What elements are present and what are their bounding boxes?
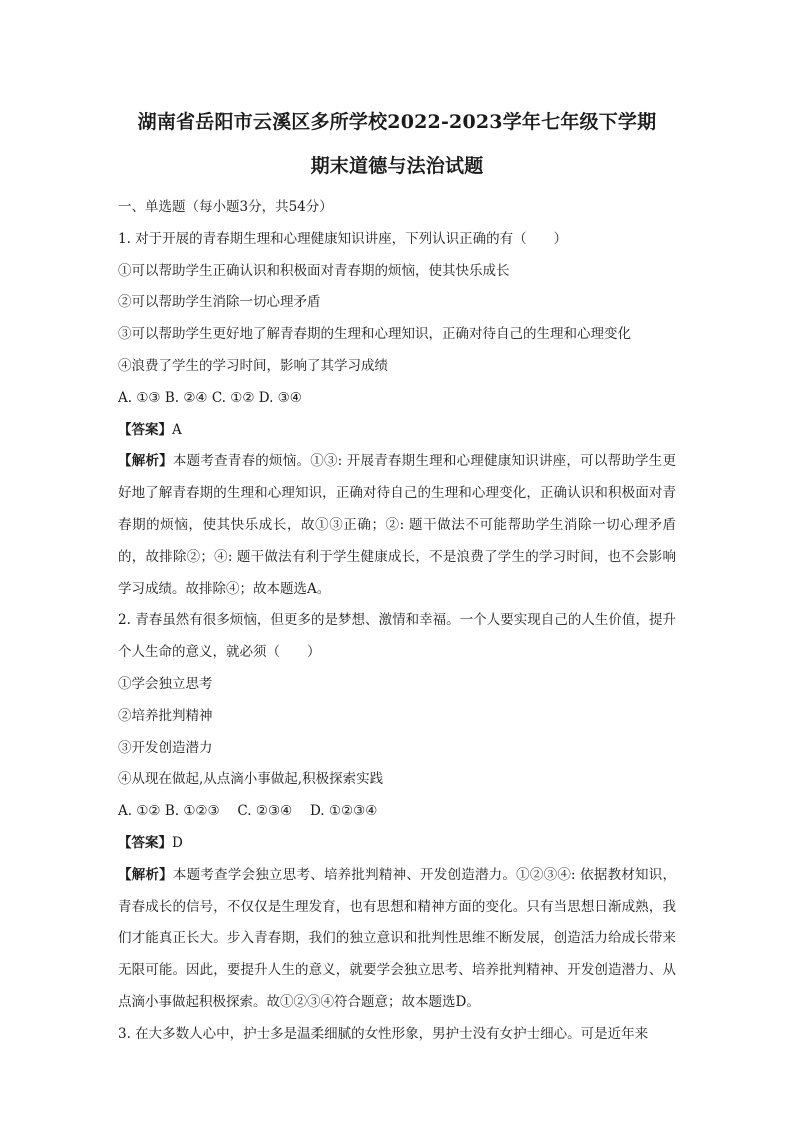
analysis-label: 【解析】 [118, 866, 173, 883]
analysis-text: 本题考查学会独立思考、培养批判精神、开发创造潜力。①②③④: 依据教材知识，青春成长的信号，不仅仅是生理发育，也有思想和精神方面的变化。只有当思想日渐成熟，我们才能真正长大。步入青春期，我们的独立意识和批判性思维不断发展，创造活力给成长带来无限可能。因此，要提升人生的意义，就要学会独立思考、培养批判精神、开发创造潜力、从点滴小事做起积极探索。故①②③④符合题意；故本题选D。 [118, 866, 677, 1010]
analysis-paragraph [118, 860, 676, 1019]
question-option: ①学会独立思考 [118, 675, 213, 692]
question-option: ③开发创造潜力 [118, 739, 213, 756]
question-2 [118, 605, 676, 1018]
answer-value: A [172, 421, 182, 438]
answer-line [118, 828, 676, 860]
question-option: ①可以帮助学生正确认识和积极面对青春期的烦恼，使其快乐成长 [118, 262, 510, 279]
analysis-text: 本题考查青春的烦恼。①③: 开展青春期生理和心理健康知识讲座，可以帮助学生更好地了解青春期的生理和心理知识，正确对待自己的生理和心理变化，正确认识和积极面对青春期的烦恼，使其快乐成长，故①③正确；②: 题干做法不可能帮助学生消除一切心理矛盾的，故排除②；④: 题干做法有利于学生健康成长，不是浪费了学生的学习时间，也不会影响学习成绩。故排除④；故本题选A。 [118, 453, 677, 597]
analysis-paragraph [118, 446, 676, 605]
answer-label: 【答案】 [118, 421, 172, 438]
section-heading: 一、单选题（每小题3分，共54分） [118, 199, 333, 215]
analysis-label: 【解析】 [118, 453, 173, 470]
question-stem: 2. 青春虽然有很多烦恼，但更多的是梦想、激情和幸福。一个人要实现自己的人生价值，提升个人生命的意义，就必须（ ） [118, 612, 676, 661]
answer-value: D [172, 834, 183, 851]
answer-label: 【答案】 [118, 834, 172, 851]
question-option: ④从现在做起,从点滴小事做起,积极探索实践 [118, 771, 384, 788]
question-stem: 3. 在大多数人心中，护士多是温柔细腻的女性形象，男护士没有女护士细心。可是近年来 [118, 1025, 649, 1042]
question-option: ②可以帮助学生消除一切心理矛盾 [118, 294, 321, 311]
question-1 [118, 224, 676, 606]
document-title-line-1: 湖南省岳阳市云溪区多所学校2022-2023学年七年级下学期 [137, 111, 657, 133]
document-title-line-2: 期末道德与法治试题 [310, 155, 484, 177]
answer-line [118, 415, 676, 447]
question-3 [118, 1019, 676, 1051]
question-choices: A. ①③ B. ②④ C. ①② D. ③④ [118, 389, 302, 406]
question-option: ②培养批判精神 [118, 707, 213, 724]
question-choices: A. ①② B. ①②③ C. ②③④ D. ①②③④ [118, 803, 378, 820]
question-stem: 1. 对于开展的青春期生理和心理健康知识讲座，下列认识正确的有（ ） [118, 230, 568, 247]
question-option: ④浪费了学生的学习时间，影响了其学习成绩 [118, 357, 388, 374]
question-option: ③可以帮助学生更好地了解青春期的生理和心理知识，正确对待自己的生理和心理变化 [118, 326, 631, 343]
